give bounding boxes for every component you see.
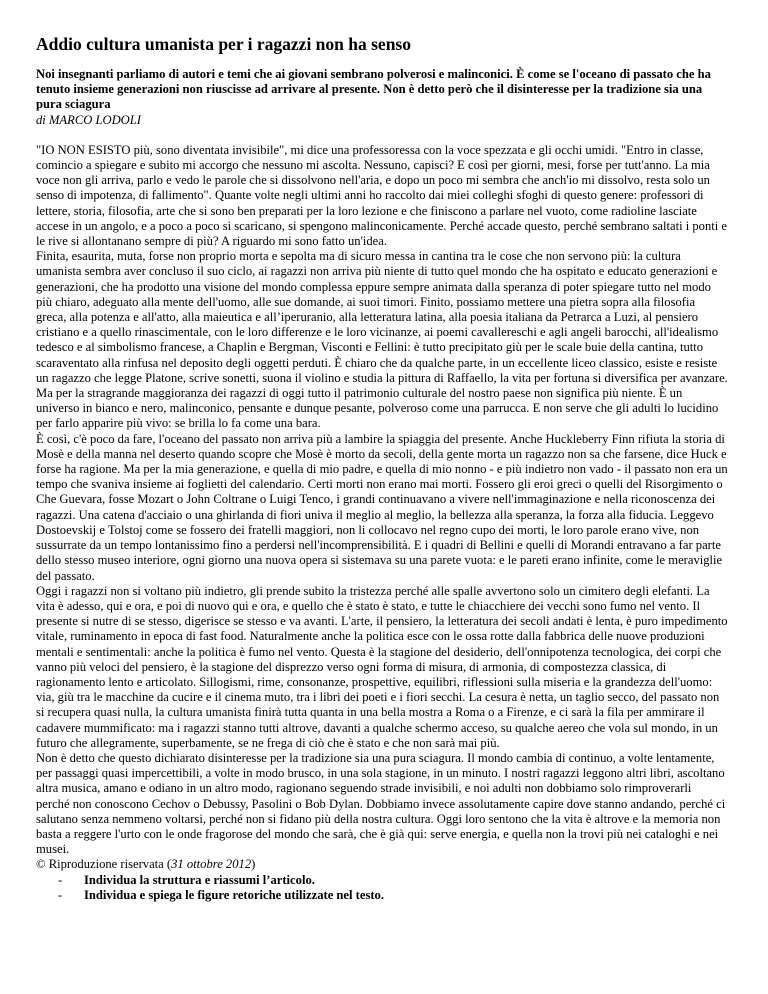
task-text: Individua la struttura e riassumi l’articolo.	[84, 872, 315, 887]
task-bullet: -	[58, 872, 63, 887]
publication-date: 31 ottobre 2012	[171, 857, 252, 872]
task-bullet: -	[58, 887, 63, 902]
copyright-close: )	[251, 857, 256, 872]
article-title: Addio cultura umanista per i ragazzi non ha senso	[36, 34, 411, 54]
task-list	[36, 873, 728, 903]
paragraph: "IO NON ESISTO più, sono diventata invisibile", mi dice una professoressa con la voce spezzata e gli occhi umidi. "Entro in classe, comincio a spiegare e subito mi accorgo che nessuno mi ascolta. Nessuno, capisci? E così per giorni, mesi, forse per tutt'anno. La mia voce non gli arriva, parlo e vedo le parole che si dissolvono nell'aria, e dopo un poco mi sembra che anch'io mi dissolvo, resta solo un senso di impotenza, di fallimento". Quante volte negli ultimi anni ho raccolto dai miei colleghi sfoghi di questo genere: professori di lettere, storia, filosofia, arte che si sono ben preparati per la loro lezione e che finiscono a parlare nel vuoto, come radioline lasciate accese in un angolo, e a poco a poco si scaricano, si spengono malinconicamente. Perché accade questo, perché sembrano saltati i ponti e le rive si allontanano sempre di più? A riguardo mi sono fatto un'idea.	[36, 142, 727, 249]
paragraph: Oggi i ragazzi non si voltano più indietro, gli prende subito la tristezza perché alle spalle avvertono solo un cimitero degli elefanti. La vita è adesso, qui e ora, e poi di nuovo qui e ora, e quello che è stato è stato, e tutte le chiacchiere dei vecchi sono fumo nel vento. Il presente si nutre di se stesso, digerisce se stesso e va avanti. L'arte, il pensiero, la letteratura dei secoli andati è lenta, è puro impedimento vitale, ruminamento in epoca di fast food. Naturalmente anche la politica esce con le ossa rotte dalla fabbrica delle nuove produzioni mentali e sentimentali: anche la politica è fumo nel vento. Questa è la stagione del desiderio, dell'onnipotenza tecnologica, dei corpi che vanno più veloci del pensiero, è la stagione del disprezzo verso ogni forma di misura, di armonia, di compostezza classica, di ragionamento lento e articolato. Sillogismi, rime, consonanze, prospettive, equilibri, riflessioni sulla miseria e la grandezza dell'uomo: via, giù tra le macchine da cucire e il cinema muto, tra i libri dei poeti e i fiori secchi. La cesura è netta, un taglio secco, del passato non si recupera quasi nulla, la cultura umanista finirà tutta quanta in una bella mostra a Roma o a Firenze, e ci sarà la fila per ammirare il cadavere mummificato: ma i ragazzi stanno tutti altrove, davanti a qualche schermo acceso, su qualche aereo che vola sul mondo, in un futuro che allegramente, superbamente, se ne frega di ciò che è stato e che non sarà mai più.	[36, 583, 728, 750]
copyright-text: © Riproduzione riservata (	[36, 857, 172, 872]
copyright-line	[36, 857, 728, 872]
article-subtitle: Noi insegnanti parliamo di autori e temi che ai giovani sembrano polverosi e malinconici. È come se l'oceano di passato che ha tenuto insieme generazioni non riuscisse ad arrivare al presente. Non è detto però che il disinteresse per la tradizione sia una pura sciagura	[36, 67, 711, 112]
task-text: Individua e spiega le figure retoriche utilizzate nel testo.	[84, 887, 384, 902]
task-item	[36, 873, 728, 888]
paragraph: È così, c'è poco da fare, l'oceano del passato non arriva più a lambire la spiaggia del presente. Anche Huckleberry Finn rifiuta la storia di Mosè e della manna nel deserto quando scopre che Mosè è morto da secoli, della gente morta un ragazzo non sa che farsene, dice Huck e forse ha ragione. Ma per la mia generazione, e quella di mio padre, e quella di mio nonno - e più indietro non vado - il passato non era un tempo che svaniva insieme ai foglietti del calendario. Certi morti non erano mai morti. Fossero gli eroi greci o quelli del Risorgimento o Che Guevara, fosse Mozart o John Coltrane o Luigi Tenco, i grandi continuavano a vivere nell'immaginazione e nella riconoscenza dei ragazzi. Una catena d'acciaio o una ghirlanda di fiori univa il meglio al meglio, la bellezza alla speranza, la forza alla fiducia. Leggevo Dostoevskij e Tolstoj come se fossero dei fratelli maggiori, non li collocavo nel regno cupo dei morti, le loro parole erano vive, non sussurrate da un tempo lontanissimo fino a perdersi nell'incomprensibilità. E i quadri di Bellini e quelli di Morandi entravano a far parte dello stesso museo interiore, ogni giorno una nuova opera si sistemava su una parete vuota: e le pareti erano infinite, come le meraviglie del passato.	[36, 431, 728, 583]
paragraph: Non è detto che questo dichiarato disinteresse per la tradizione sia una pura sciagura. Il mondo cambia di continuo, a volte lentamente, per passaggi quasi impercettibili, a volte in modo brusco, in una sola stagione, in un minuto. I nostri ragazzi leggono altri libri, ascoltano altra musica, amano e odiano in un altro modo, ragionano seguendo strade invisibili, e noi adulti non dobbiamo solo rimproverarli perché non conoscono Cechov o Debussy, Pasolini o Bob Dylan. Dobbiamo invece assolutamente capire dove stanno andando, perché ci salutano senza nemmeno voltarsi, perché non si fidano più della nostra cultura. Oggi loro sentono che la vita è altrove e la memoria non basta a reggere l'urto con le onde fragorose del mondo che sarà, che è già qui: serve energia, e quella non la trovi più nei cataloghi e nei musei.	[36, 750, 726, 857]
article-body	[36, 143, 728, 858]
task-item	[36, 888, 728, 903]
article-author: di MARCO LODOLI	[36, 112, 141, 127]
paragraph: Finita, esaurita, muta, forse non proprio morta e sepolta ma di sicuro messa in cantina tra le cose che non servono più: la cultura umanista sembra aver concluso il suo ciclo, ai ragazzi non arriva più niente di tutto quel mondo che ha ospitato e educato generazioni e generazioni, che ha prodotto una visione del mondo complessa eppure sempre animata dalla speranza di poter spiegare tutto nel modo più chiaro, adeguato alla mente dell'uomo, alle sue domande, ai suoi timori. Finito, possiamo mettere una pietra sopra alla filosofia greca, alla potenza e all'atto, alla maieutica e all’iperuranio, alla letteratura latina, alla poesia italiana da Petrarca a Luzi, al pensiero cristiano e a quello rinascimentale, con le loro differenze e le loro vicinanze, ai poemi cavallereschi e agli angeli barocchi, all'idealismo tedesco e al simbolismo francese, a Chaplin e Bergman, Visconti e Fellini: è tutto precipitato giù per le scale buie della cantina, tutto scaraventato alla rinfusa nel deposito degli oggetti perduti. È chiaro che da qualche parte, in un eccellente liceo classico, esiste e resiste un ragazzo che legge Platone, scrive sonetti, suona il violino e studia la pittura di Raffaello, la vita per fortuna si diversifica per avanzare. Ma per la stragrande maggioranza dei ragazzi di oggi tutto il patrimonio culturale del nostro paese non significa più niente. È un universo in bianco e nero, malinconico, pensante e dunque pesante, polveroso come una parrucca. E non serve che gli adulti lo lucidino per farlo apparire più vivo: se brilla lo fa come una bara.	[36, 249, 728, 431]
